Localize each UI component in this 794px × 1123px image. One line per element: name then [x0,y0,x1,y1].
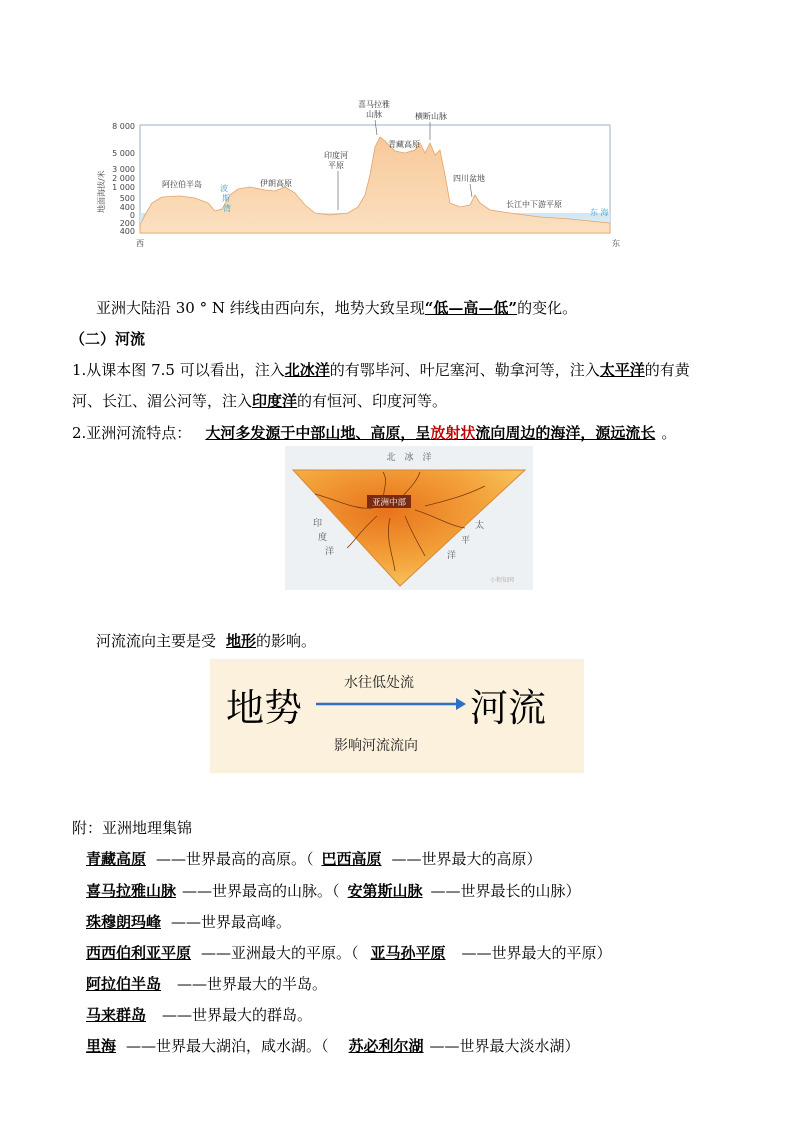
text: ——世界最高的山脉。（ [182,882,340,900]
item-1-line-2 [72,390,447,411]
text: 亚洲大陆沿 30 ° N 纬线由西向东，地势大致呈现 [96,299,425,317]
text: ——世界最高峰。 [171,913,292,931]
river-term: 河流 [470,686,547,730]
appendix-row [72,880,581,901]
ytick: 500 [119,194,135,203]
label-persian-3: 湾 [223,204,231,213]
terrain-profile-figure [90,95,640,255]
ytick: 5 000 [112,149,135,158]
east-label: 东 [612,239,620,248]
radial-rivers-figure [285,446,533,590]
ytick: 0 [129,211,135,220]
answer-terrain: “低—高—低” [424,299,518,317]
terrain-river-diagram [210,659,584,773]
text: 2.亚洲河流特点： [72,424,192,442]
ytick: 3 000 [112,165,135,174]
answer-longest-range: 安第斯山脉 [347,882,423,900]
text: 的有恒河、印度河等。 [297,392,448,410]
ytick: 400 [119,203,135,212]
arrow-bottom-label: 影响河流流向 [334,738,418,754]
ytick: 8 000 [112,122,135,131]
appendix-row [72,1004,312,1025]
answer-largest-plateau: 巴西高原 [321,850,382,868]
ytick: 400 [119,227,135,236]
appendix-row [72,942,612,963]
answer-landform: 地形 [226,632,257,650]
center-label: 亚洲中部 [371,498,407,508]
text: 。 [661,424,677,442]
label-iran: 伊朗高原 [260,179,292,188]
paragraph-flow-direction [96,630,316,651]
paragraph-terrain [96,297,577,318]
terrain-term: 地势 [226,686,303,730]
answer-highest-peak: 珠穆朗玛峰 [86,913,162,931]
answer-largest-lake: 里海 [86,1037,117,1055]
answer-asia-largest-plain: 西西伯利亚平原 [86,944,192,962]
appendix-title: 附：亚洲地理集锦 [72,819,193,837]
item-1-line-1 [72,359,690,380]
label-persian-2: 斯 [222,194,230,203]
ytick: 2 000 [112,174,135,183]
answer-largest-peninsula: 阿拉伯半岛 [86,975,162,993]
label-pacific-ocean-3: 洋 [447,551,457,561]
text: 河流流向主要是受 [96,632,217,650]
label-himalaya-2: 山脉 [366,110,382,119]
answer-highest-range: 喜马拉雅山脉 [86,882,177,900]
text: ——亚洲最大的平原。（ [201,944,359,962]
label-qingzang: 青藏高原 [388,140,420,149]
answer-radial: 放射状 [430,424,476,442]
text: 的影响。 [256,632,317,650]
text: 河、长江、湄公河等，注入 [72,392,253,410]
label-hengduan: 横断山脉 [415,112,447,121]
label-persian: 波 [220,184,228,193]
text: 流向周边的海洋，源远流长 [475,424,656,442]
text: 的变化。 [517,299,578,317]
label-indian-ocean-1: 印 [313,519,323,529]
appendix-row [72,973,327,994]
text: ——世界最大淡水湖） [429,1037,580,1055]
answer-largest-freshwater-lake: 苏必利尔湖 [348,1037,424,1055]
label-arabia: 阿拉伯半岛 [162,180,202,189]
label-yangtze: 长江中下游平原 [506,200,562,209]
text: ——世界最大湖泊，咸水湖。（ [126,1037,329,1055]
label-sichuan: 四川盆地 [453,174,485,183]
y-axis-label: 地面海拔/米 [97,170,106,213]
text: ——世界最大的高原） [391,850,542,868]
arrow-icon [316,697,466,711]
label-indian-ocean-2: 度 [318,533,328,543]
label-east-sea: 东 海 [590,208,609,217]
label-indus-2: 平原 [328,161,344,170]
answer-largest-archipelago: 马来群岛 [86,1006,147,1024]
answer-pacific: 太平洋 [599,361,645,379]
text: 大河多发源于中部山地、高原，呈 [205,424,431,442]
text: ——世界最长的山脉） [430,882,581,900]
text: 1.从课本图 7.5 可以看出，注入 [72,361,285,379]
label-himalaya: 喜马拉雅 [358,100,390,109]
text: ——世界最大的平原） [461,944,612,962]
text: ——世界最大的群岛。 [162,1006,313,1024]
text: ——世界最大的半岛。 [177,975,328,993]
arrow-top-label: 水往低处流 [344,675,414,691]
text: 的有黄 [644,361,690,379]
answer-arctic: 北冰洋 [284,361,330,379]
appendix-row [72,911,291,932]
text: ——世界最高的高原。（ [156,850,314,868]
label-indus: 印度河 [324,151,348,160]
answer-indian: 印度洋 [252,392,298,410]
label-pacific-ocean-1: 太 [475,521,485,531]
item-2 [72,422,676,443]
answer-world-largest-plain: 亚马孙平原 [370,944,446,962]
label-arctic-ocean: 北 冰 洋 [386,453,432,463]
answer-highest-plateau: 青藏高原 [86,850,147,868]
answer-river-features [191,424,661,442]
appendix-row [72,1035,580,1056]
section-heading-rivers: （二）河流 [70,330,146,348]
west-label: 西 [136,239,144,248]
text: 的有鄂毕河、叶尼塞河、勒拿河等，注入 [329,361,600,379]
terrain-silhouette [140,137,610,233]
ytick: 1 000 [112,183,135,192]
y-axis [96,122,135,236]
watermark: 小程知网 [490,577,515,584]
ytick: 200 [119,219,135,228]
appendix-row [72,848,542,869]
label-indian-ocean-3: 洋 [325,547,335,557]
label-pacific-ocean-2: 平 [461,536,471,546]
